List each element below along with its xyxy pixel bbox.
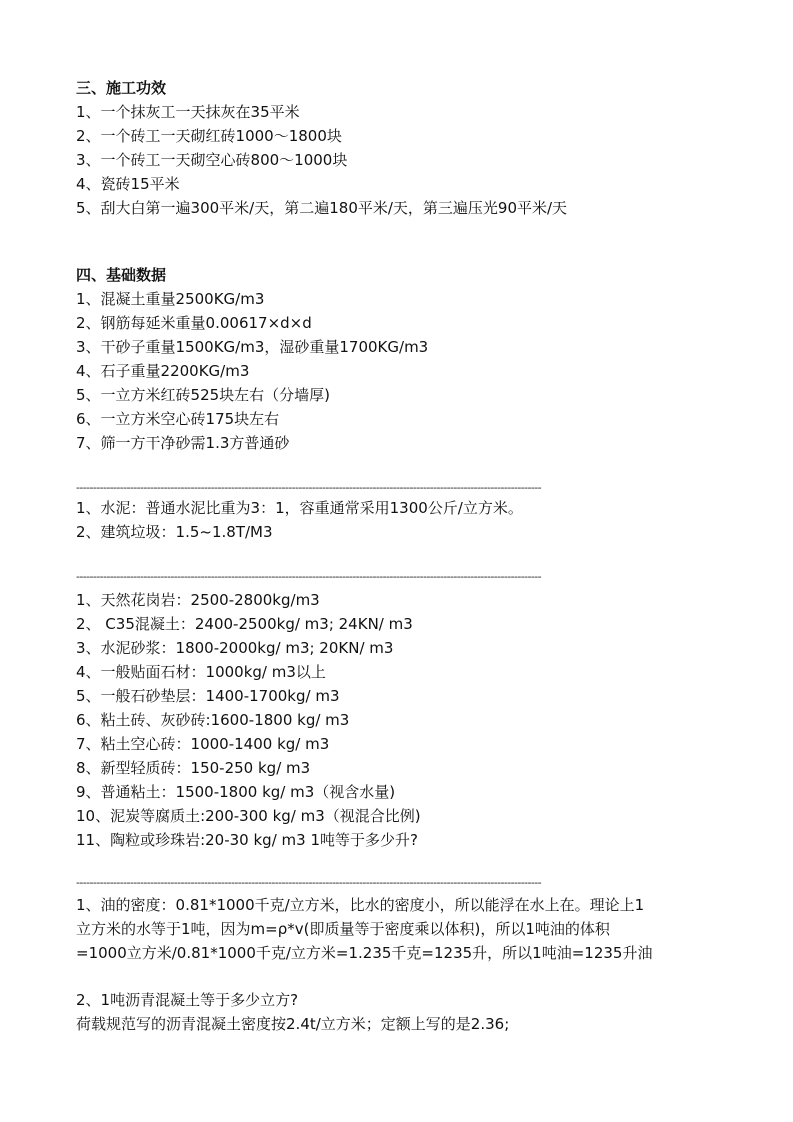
list-item: 2、一个砖工一天砌红砖1000～1800块 bbox=[76, 127, 342, 145]
list-item: 8、新型轻质砖：150-250 kg/ m3 bbox=[76, 759, 311, 777]
paragraph-line: 立方米的水等于1吨，因为m=ρ*v(即质量等于密度乘以体积)，所以1吨油的体积 bbox=[76, 920, 610, 938]
list-item: 4、石子重量2200KG/m3 bbox=[76, 362, 250, 380]
list-item: 6、一立方米空心砖175块左右 bbox=[76, 410, 280, 428]
list-item: 7、粘土空心砖：1000-1400 kg/ m3 bbox=[76, 735, 330, 753]
list-item: 11、陶粒或珍珠岩:20-30 kg/ m3 1吨等于多少升? bbox=[76, 831, 418, 849]
list-item: 5、刮大白第一遍300平米/天，第二遍180平米/天，第三遍压光90平米/天 bbox=[76, 199, 568, 217]
list-item: 10、泥炭等腐质土:200-300 kg/ m3（视混合比例) bbox=[76, 807, 421, 825]
paragraph-line: =1000立方米/0.81*1000千克/立方米=1.235千克=1235升，所以1吨油=1235升油 bbox=[76, 944, 653, 962]
dashed-separator: ------------------------------------------------------------------------------------------------------------------------------------------ bbox=[76, 481, 541, 494]
paragraph-line: 荷载规范写的沥青混凝土密度按2.4t/立方米；定额上写的是2.36; bbox=[76, 1015, 510, 1033]
dashed-separator: ------------------------------------------------------------------------------------------------------------------------------------------ bbox=[76, 876, 541, 889]
list-item: 3、水泥砂浆：1800-2000kg/ m3; 20KN/ m3 bbox=[76, 639, 394, 657]
list-item: 4、瓷砖15平米 bbox=[76, 175, 180, 193]
list-item: 2、 C35混凝土：2400-2500kg/ m3; 24KN/ m3 bbox=[76, 615, 413, 633]
paragraph-line: 2、1吨沥青混凝土等于多少立方? bbox=[76, 991, 299, 1009]
list-item: 1、一个抹灰工一天抹灰在35平米 bbox=[76, 103, 300, 121]
list-item: 3、干砂子重量1500KG/m3，湿砂重量1700KG/m3 bbox=[76, 338, 429, 356]
list-item: 2、建筑垃圾：1.5~1.8T/M3 bbox=[76, 523, 273, 541]
list-item: 5、一立方米红砖525块左右（分墙厚) bbox=[76, 386, 331, 404]
list-item: 1、天然花岗岩：2500-2800kg/m3 bbox=[76, 591, 320, 609]
list-item: 9、普通粘土：1500-1800 kg/ m3（视含水量) bbox=[76, 783, 396, 801]
section-3-heading: 三、施工功效 bbox=[76, 79, 167, 97]
list-item: 6、粘土砖、灰砂砖:1600-1800 kg/ m3 bbox=[76, 711, 350, 729]
list-item: 1、混凝土重量2500KG/m3 bbox=[76, 290, 265, 308]
list-item: 2、钢筋每延米重量0.00617×d×d bbox=[76, 314, 312, 332]
list-item: 4、一般贴面石材：1000kg/ m3以上 bbox=[76, 663, 326, 681]
paragraph-line: 1、油的密度：0.81*1000千克/立方米，比水的密度小，所以能浮在水上在。理论上1 bbox=[76, 896, 645, 914]
list-item: 7、筛一方干净砂需1.3方普通砂 bbox=[76, 434, 290, 452]
section-4-heading: 四、基础数据 bbox=[76, 266, 167, 284]
list-item: 3、一个砖工一天砌空心砖800～1000块 bbox=[76, 151, 348, 169]
list-item: 5、一般石砂垫层：1400-1700kg/ m3 bbox=[76, 687, 340, 705]
list-item: 1、水泥：普通水泥比重为3：1，容重通常采用1300公斤/立方米。 bbox=[76, 499, 523, 517]
dashed-separator: ------------------------------------------------------------------------------------------------------------------------------------------ bbox=[76, 570, 541, 583]
